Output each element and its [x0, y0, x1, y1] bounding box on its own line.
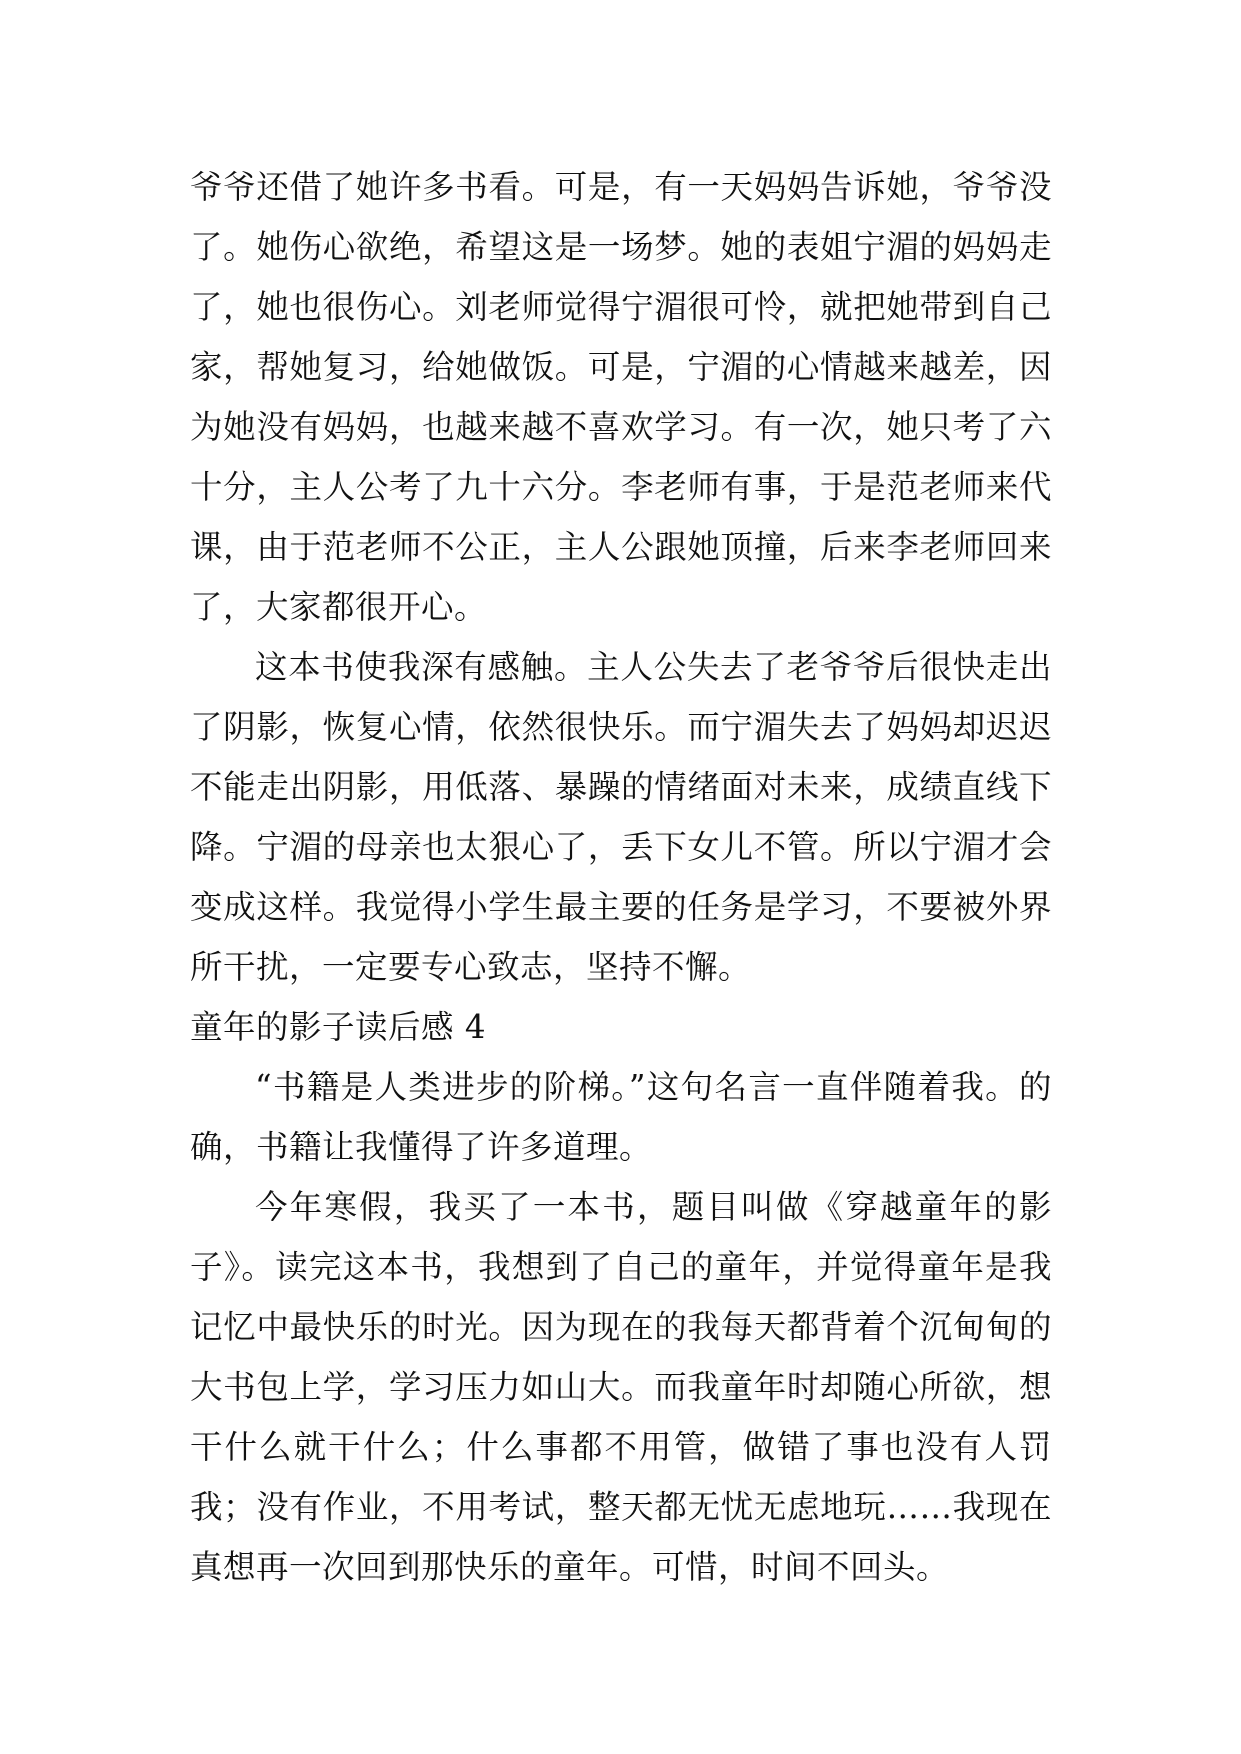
paragraph-story-summary: 爷爷还借了她许多书看。可是，有一天妈妈告诉她，爷爷没了。她伤心欲绝，希望这是一场梦。她的表姐宁湄的妈妈走了，她也很伤心。刘老师觉得宁湄很可怜，就把她带到自己家，帮她复习，给她做饭。可是，宁湄的心情越来越差，因为她没有妈妈，也越来越不喜欢学习。有一次，她只考了六十分，主人公考了九十六分。李老师有事，于是范老师来代课，由于范老师不公正，主人公跟她顶撞，后来李老师回来了，大家都很开心。 [190, 168, 1052, 626]
paragraph-winter-vacation: 今年寒假，我买了一本书，题目叫做《穿越童年的影子》。读完这本书，我想到了自己的童年，并觉得童年是我记忆中最快乐的时光。因为现在的我每天都背着个沉甸甸的大书包上学，学习压力如山大。而我童年时却随心所欲，想干什么就干什么；什么事都不用管，做错了事也没有人罚我；没有作业，不用考试，整天都无忧无虑地玩……我现在真想再一次回到那快乐的童年。可惜，时间不回头。 [190, 1188, 1052, 1586]
paragraph-quote: “书籍是人类进步的阶梯。”这句名言一直伴随着我。的确，书籍让我懂得了许多道理。 [190, 1068, 1052, 1166]
document-page [190, 157, 1052, 1597]
section-heading: 童年的影子读后感 4 [190, 1008, 487, 1046]
paragraph-reflection: 这本书使我深有感触。主人公失去了老爷爷后很快走出了阴影，恢复心情，依然很快乐。而宁湄失去了妈妈却迟迟不能走出阴影，用低落、暴躁的情绪面对未来，成绩直线下降。宁湄的母亲也太狠心了，丢下女儿不管。所以宁湄才会变成这样。我觉得小学生最主要的任务是学习，不要被外界所干扰，一定要专心致志，坚持不懈。 [190, 648, 1052, 986]
